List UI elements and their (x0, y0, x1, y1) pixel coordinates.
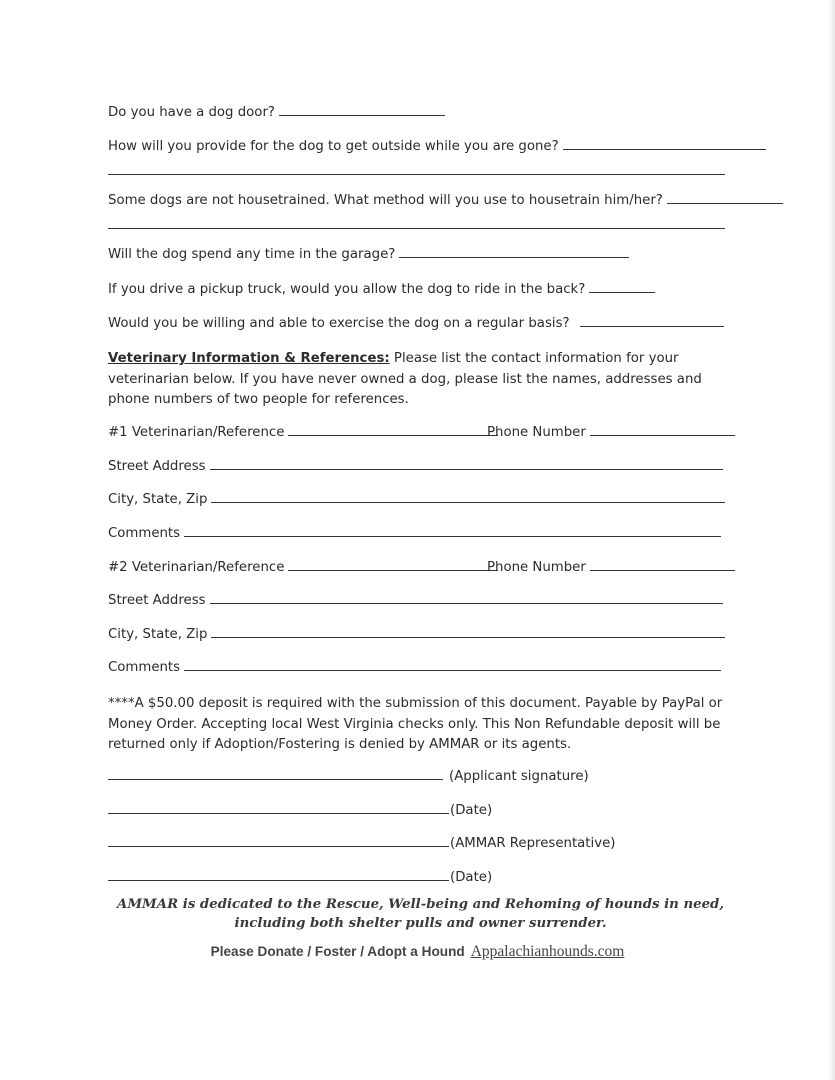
rep-date-label: (Date) (450, 870, 493, 885)
rep-date-row (108, 870, 492, 885)
applicant-signature-label: (Applicant signature) (449, 769, 589, 784)
ref1-phone-row (487, 425, 735, 440)
ref2-phone-label: Phone Number (487, 560, 586, 575)
question-dog-door-label: Do you have a dog door? (108, 105, 275, 120)
mission-statement: AMMAR is dedicated to the Rescue, Well-being and Rehoming of hounds in need, including both shelter pulls and owner surrender. (117, 897, 724, 931)
ref1-comments-label: Comments (108, 526, 181, 541)
answer-dog-door-field[interactable] (279, 114, 445, 116)
applicant-signature-field[interactable] (108, 778, 443, 780)
question-outside (108, 139, 766, 154)
ref2-city-label: City, State, Zip (108, 627, 208, 642)
website-link[interactable]: Appalachianhounds.com (470, 943, 625, 960)
ref1-comments-field[interactable] (184, 535, 721, 537)
question-housetrain-label: Some dogs are not housetrained. What method will you use to housetrain him/her? (108, 193, 663, 208)
question-exercise (108, 316, 724, 331)
ref2-street-row (108, 593, 723, 608)
scan-edge (829, 0, 835, 1080)
ref2-name-field[interactable] (288, 569, 498, 571)
ref2-name-row (108, 560, 498, 575)
applicant-date-field[interactable] (108, 812, 449, 814)
question-exercise-label: Would you be willing and able to exercise the dog on a regular basis? (108, 316, 570, 331)
answer-housetrain-line-2[interactable] (108, 228, 725, 229)
rep-signature-row (108, 836, 615, 851)
ref1-name-field[interactable] (288, 434, 498, 436)
rep-date-field[interactable] (108, 879, 449, 881)
vet-section-intro (108, 349, 733, 411)
ref2-comments-field[interactable] (184, 669, 721, 671)
deposit-note: ****A $50.00 deposit is required with the submission of this document. Payable by PayPal or Money Order. Accepting local West Virginia checks only. This Non Refundable deposit will be returned only if Adoption/Fostering is denied by AMMAR or its agents. (108, 696, 723, 752)
answer-exercise-field[interactable] (580, 325, 724, 327)
applicant-signature-row (108, 769, 589, 784)
ref1-name-row (108, 425, 498, 440)
ref2-phone-field[interactable] (590, 569, 735, 571)
answer-outside-field[interactable] (563, 148, 766, 150)
ref1-city-row (108, 492, 725, 507)
answer-pickup-field[interactable] (589, 291, 655, 293)
question-dog-door (108, 105, 445, 120)
ref2-phone-row (487, 560, 735, 575)
ref1-city-label: City, State, Zip (108, 492, 208, 507)
vet-section-text: Please list the contact information for your veterinarian below. If you have never owned a dog, please list the names, addresses and phone numbers of two people for references. (108, 351, 702, 407)
applicant-date-label: (Date) (450, 803, 493, 818)
rep-signature-label: (AMMAR Representative) (450, 836, 616, 851)
question-outside-label: How will you provide for the dog to get outside while you are gone? (108, 139, 559, 154)
question-garage (108, 247, 629, 262)
vet-section-heading: Veterinary Information & References: (108, 351, 390, 366)
ref1-city-field[interactable] (211, 501, 725, 503)
ref1-name-label: #1 Veterinarian/Reference (108, 425, 285, 440)
answer-garage-field[interactable] (399, 256, 629, 258)
ref1-comments-row (108, 526, 721, 541)
question-pickup (108, 282, 655, 297)
question-garage-label: Will the dog spend any time in the garage? (108, 247, 396, 262)
rep-signature-field[interactable] (108, 845, 449, 847)
ref1-street-label: Street Address (108, 459, 206, 474)
ref2-street-field[interactable] (210, 602, 723, 604)
donate-text: Please Donate / Foster / Adopt a Hound (210, 944, 465, 959)
answer-outside-line-2[interactable] (108, 174, 725, 175)
ref2-city-field[interactable] (211, 636, 725, 638)
ref1-street-field[interactable] (210, 468, 723, 470)
ref2-name-label: #2 Veterinarian/Reference (108, 560, 285, 575)
donate-line (0, 943, 835, 961)
ref2-street-label: Street Address (108, 593, 206, 608)
ref2-city-row (108, 627, 725, 642)
question-pickup-label: If you drive a pickup truck, would you allow the dog to ride in the back? (108, 282, 586, 297)
ref2-comments-row (108, 660, 721, 675)
question-housetrain (108, 193, 783, 208)
answer-housetrain-field[interactable] (667, 202, 783, 204)
ref1-phone-field[interactable] (590, 434, 735, 436)
applicant-date-row (108, 803, 492, 818)
ref1-street-row (108, 459, 723, 474)
ref2-comments-label: Comments (108, 660, 181, 675)
ref1-phone-label: Phone Number (487, 425, 586, 440)
